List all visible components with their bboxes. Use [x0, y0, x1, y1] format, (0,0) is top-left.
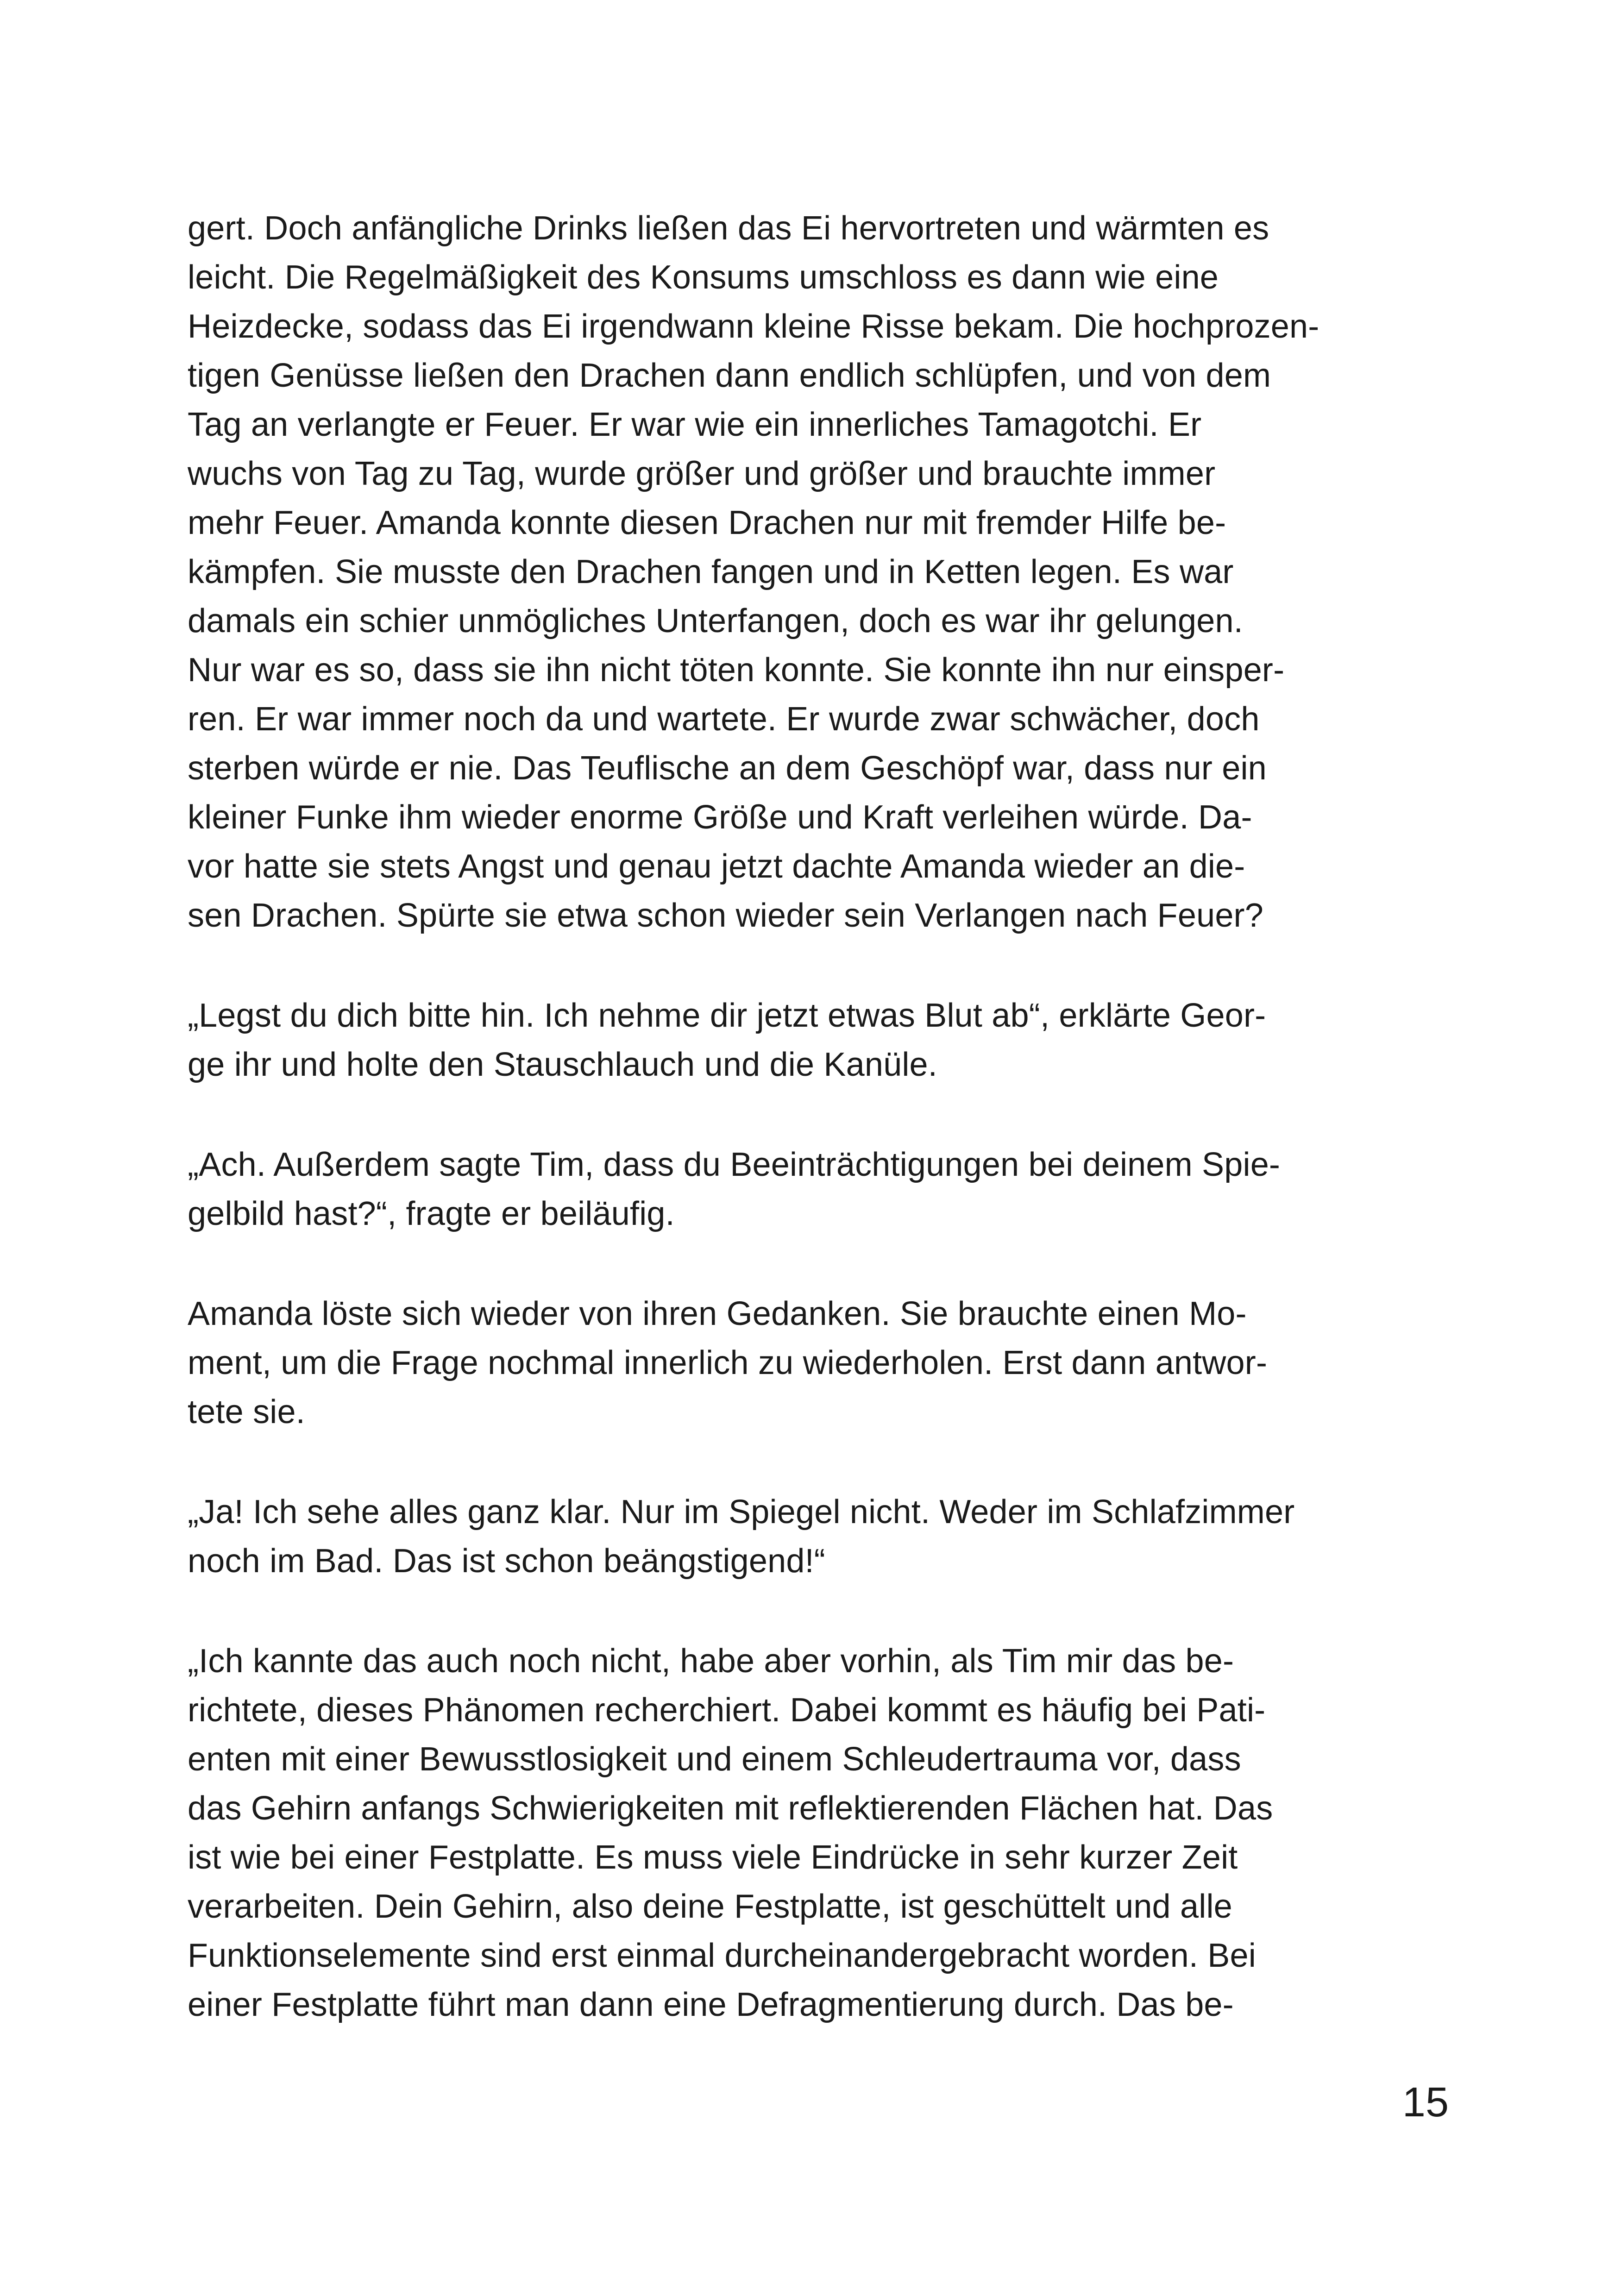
text-line: einer Festplatte führt man dann eine Defragmentierung durch. Das be- [188, 1986, 1234, 2023]
paragraph-gap [188, 1089, 1466, 1140]
text-line: „Ja! Ich sehe alles ganz klar. Nur im Spiegel nicht. Weder im Schlafzimmer [188, 1493, 1295, 1531]
paragraph-gap [188, 1437, 1466, 1487]
text-line: sen Drachen. Spürte sie etwa schon wieder sein Verlangen nach Feuer? [188, 897, 1263, 934]
text-line: gelbild hast?“, fragte er beiläufig. [188, 1195, 675, 1232]
paragraph-3 [188, 1140, 1466, 1238]
text-line: enten mit einer Bewusstlosigkeit und einem Schleudertrauma vor, dass [188, 1741, 1241, 1778]
text-line: noch im Bad. Das ist schon beängstigend!“ [188, 1543, 825, 1580]
text-line: tete sie. [188, 1393, 305, 1430]
paragraph-4 [188, 1289, 1466, 1437]
text-line: Amanda löste sich wieder von ihren Gedanken. Sie brauchte einen Mo- [188, 1295, 1247, 1332]
text-line: tigen Genüsse ließen den Drachen dann endlich schlüpfen, und von dem [188, 357, 1271, 394]
paragraph-gap [188, 940, 1466, 991]
paragraph-5 [188, 1487, 1466, 1586]
text-line: „Legst du dich bitte hin. Ich nehme dir jetzt etwas Blut ab“, erklärte Geor- [188, 997, 1266, 1034]
text-line: kleiner Funke ihm wieder enorme Größe und Kraft verleihen würde. Da- [188, 799, 1252, 836]
text-line: verarbeiten. Dein Gehirn, also deine Festplatte, ist geschüttelt und alle [188, 1888, 1232, 1925]
paragraph-1 [188, 204, 1466, 940]
text-line: „Ach. Außerdem sagte Tim, dass du Beeinträchtigungen bei deinem Spie- [188, 1146, 1281, 1183]
text-line: gert. Doch anfängliche Drinks ließen das Ei hervortreten und wärmten es [188, 210, 1269, 247]
paragraph-gap [188, 1238, 1466, 1289]
text-line: leicht. Die Regelmäßigkeit des Konsums umschloss es dann wie eine [188, 259, 1219, 296]
text-line: Heizdecke, sodass das Ei irgendwann kleine Risse bekam. Die hochprozen- [188, 308, 1319, 345]
text-line: richtete, dieses Phänomen recherchiert. Dabei kommt es häufig bei Pati- [188, 1692, 1266, 1729]
text-line: damals ein schier unmögliches Unterfangen, doch es war ihr gelungen. [188, 602, 1243, 640]
text-line: ment, um die Frage nochmal innerlich zu wiederholen. Erst dann antwor- [188, 1344, 1268, 1381]
text-line: Nur war es so, dass sie ihn nicht töten konnte. Sie konnte ihn nur einsper- [188, 652, 1285, 689]
paragraph-2 [188, 991, 1466, 1089]
text-line: ge ihr und holte den Stauschlauch und die Kanüle. [188, 1046, 938, 1083]
text-line: Tag an verlangte er Feuer. Er war wie ein innerliches Tamagotchi. Er [188, 406, 1202, 443]
text-line: vor hatte sie stets Angst und genau jetzt dachte Amanda wieder an die- [188, 848, 1245, 885]
paragraph-gap [188, 1586, 1466, 1637]
text-line: ist wie bei einer Festplatte. Es muss viele Eindrücke in sehr kurzer Zeit [188, 1839, 1238, 1876]
text-line: Funktionselemente sind erst einmal durcheinandergebracht worden. Bei [188, 1937, 1256, 1974]
text-line: „Ich kannte das auch noch nicht, habe aber vorhin, als Tim mir das be- [188, 1643, 1234, 1680]
text-line: ren. Er war immer noch da und wartete. Er wurde zwar schwächer, doch [188, 701, 1260, 738]
text-line: das Gehirn anfangs Schwierigkeiten mit reflektierenden Flächen hat. Das [188, 1790, 1273, 1827]
page-number: 15 [1402, 2079, 1449, 2126]
text-line: sterben würde er nie. Das Teuflische an dem Geschöpf war, dass nur ein [188, 750, 1267, 787]
text-line: mehr Feuer. Amanda konnte diesen Drachen nur mit fremder Hilfe be- [188, 504, 1226, 541]
text-line: wuchs von Tag zu Tag, wurde größer und größer und brauchte immer [188, 455, 1216, 492]
text-line: kämpfen. Sie musste den Drachen fangen und in Ketten legen. Es war [188, 553, 1234, 590]
body-text [188, 204, 1466, 2029]
paragraph-6 [188, 1637, 1466, 2029]
